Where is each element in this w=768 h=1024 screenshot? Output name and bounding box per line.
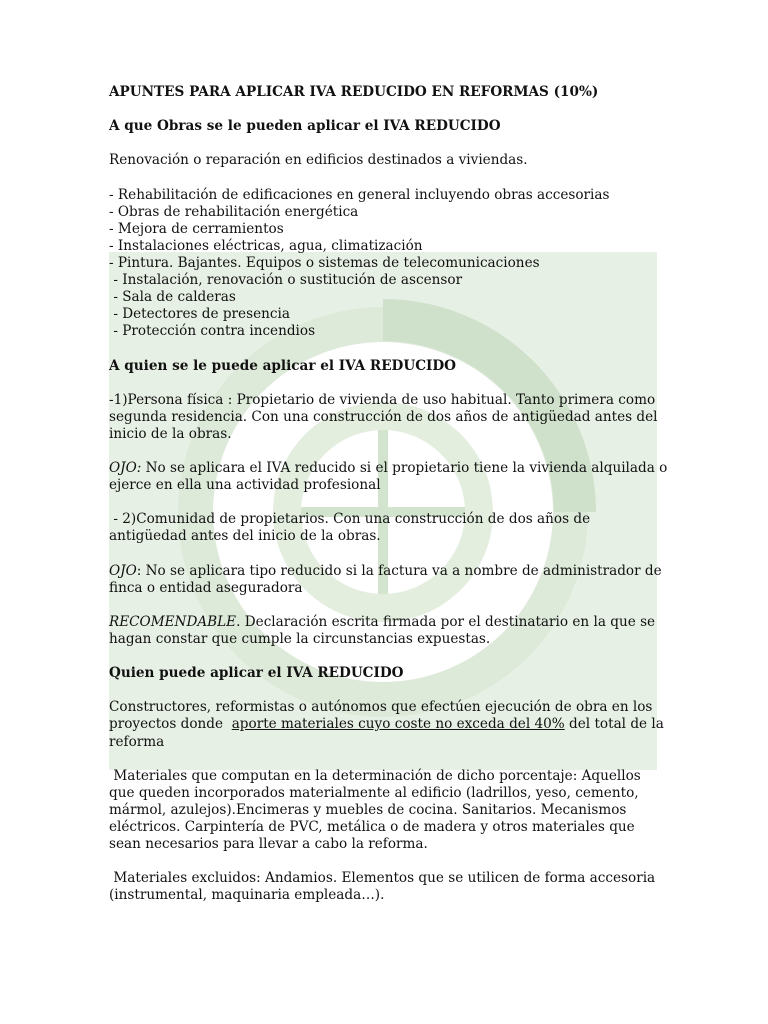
ojo-label: OJO [109, 562, 137, 579]
list-item: - Detectores de presencia [109, 306, 290, 323]
list-item: - Sala de calderas [109, 289, 236, 306]
section-heading-quien-puede-aplicar: Quien puede aplicar el IVA REDUCIDO [109, 665, 404, 682]
constructores-text-end: del total de la reforma [109, 716, 669, 750]
list-item: - Pintura. Bajantes. Equipos o sistemas de telecomunicaciones [109, 254, 540, 271]
recomendable-label: RECOMENDABLE [109, 613, 237, 630]
materiales-computan-paragraph: Materiales que computan en la determinación de dicho porcentaje: Aquellos que queden incorporados materialmente al edificio (ladrillos, yeso, cemento, mármol, azulejos).Encimeras y muebles de cocina. Sanitarios. Mecanismos eléctricos. Carpintería de PVC, metálica o de madera y otros materiales que sean necesarios para llevar a cabo la reforma. [109, 767, 646, 853]
materiales-limit-underlined: aporte materiales cuyo coste no exceda del 40% [231, 716, 565, 733]
section-heading-quien-se-aplica: A quien se le puede aplicar el IVA REDUCIDO [109, 357, 457, 374]
list-item: - Mejora de cerramientos [109, 220, 284, 237]
list-item: - Protección contra incendios [109, 323, 316, 340]
persona-fisica-paragraph: -1)Persona física : Propietario de vivienda de uso habitual. Tanto primera como segunda residencia. Con una construcción de dos años de antigüedad antes del inicio de la obras. [109, 391, 658, 442]
constructores-text: Constructores, reformistas o autónomos que efectúen ejecución de obra en los proyectos donde [109, 699, 657, 733]
document-title: APUNTES PARA APLICAR IVA REDUCIDO EN REFORMAS (10%) [109, 84, 599, 100]
list-item: - Obras de rehabilitación energética [109, 203, 359, 220]
ojo-note-1 [109, 460, 669, 494]
recomendable-text: . Declaración escrita firmada por el destinatario en la que se hagan constar que cumple la circunstancias expuestas. [109, 613, 656, 647]
materiales-excluidos-paragraph: Materiales excluidos: Andamios. Elementos que se utilicen de forma accesoria (instrumental, maquinaria empleada…). [109, 870, 660, 904]
ojo-text: No se aplicara el IVA reducido si el propietario tiene la vivienda alquilada o ejerce en ella una actividad profesional [109, 460, 668, 494]
intro-text: Renovación o reparación en edificios destinados a viviendas. [109, 152, 528, 169]
document-page [109, 84, 669, 905]
list-item: - Rehabilitación de edificaciones en general incluyendo obras accesorias [109, 186, 610, 203]
constructores-paragraph [109, 699, 669, 750]
ojo-note-2 [109, 563, 669, 597]
obras-list [109, 187, 669, 341]
ojo-text: : No se aplicara tipo reducido si la factura va a nombre de administrador de finca o entidad aseguradora [109, 562, 662, 596]
ojo-label: OJO: [109, 460, 142, 477]
recomendable-note [109, 614, 669, 648]
list-item: - Instalación, renovación o sustitución de ascensor [109, 272, 463, 289]
list-item: - Instalaciones eléctricas, agua, climatización [109, 237, 423, 254]
section-heading-obras: A que Obras se le pueden aplicar el IVA REDUCIDO [109, 118, 501, 135]
comunidad-paragraph: - 2)Comunidad de propietarios. Con una construcción de dos años de antigüedad antes del inicio de la obras. [109, 511, 595, 545]
